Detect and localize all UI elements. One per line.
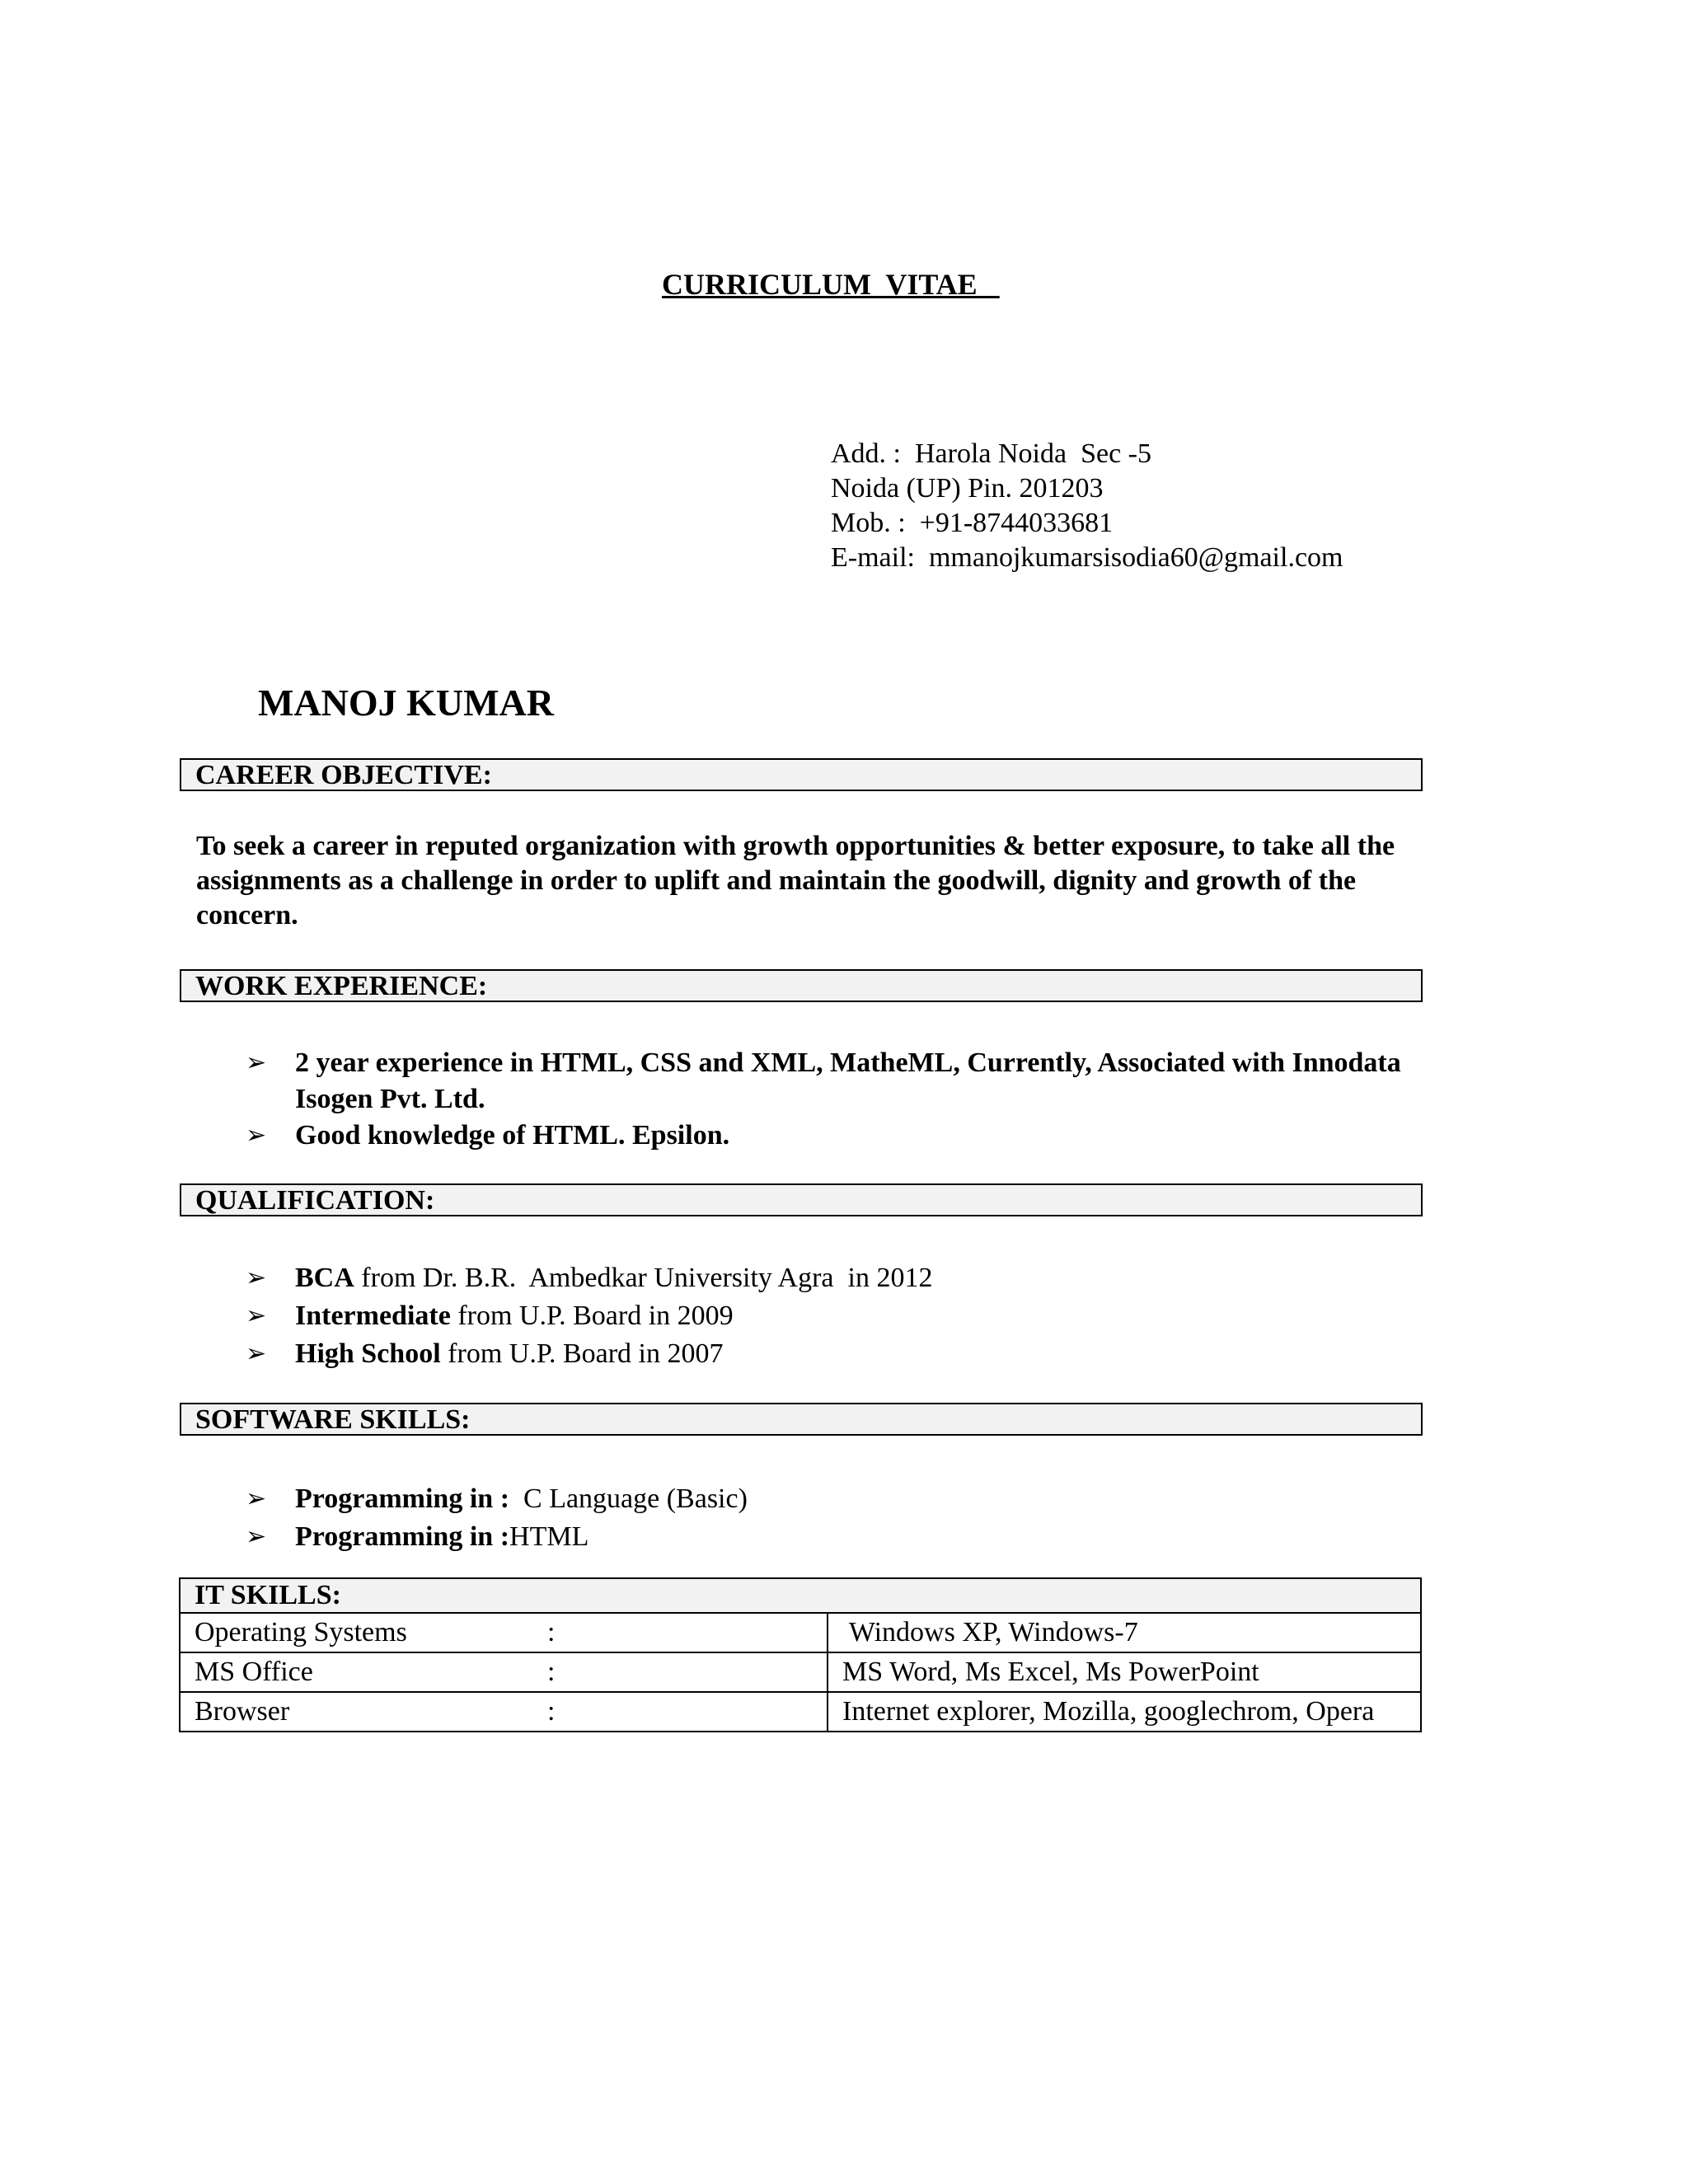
degree-name: BCA	[295, 1263, 354, 1293]
arrow-bullet-icon: ➢	[246, 1522, 267, 1551]
colon-separator: :	[547, 1617, 556, 1647]
it-skill-label: Operating Systems	[195, 1617, 407, 1647]
skill-label: Programming in :	[295, 1483, 517, 1514]
list-item	[246, 1480, 748, 1518]
list-item	[246, 1259, 932, 1297]
section-header-it-skills: IT SKILLS:	[180, 1578, 1421, 1613]
skill-value: C Language (Basic)	[516, 1483, 748, 1514]
table-cell-label	[180, 1652, 828, 1692]
table-cell-label	[180, 1692, 828, 1732]
section-header-software-skills: SOFTWARE SKILLS:	[180, 1403, 1423, 1436]
mobile-line: Mob. : +91-8744033681	[831, 508, 1114, 538]
work-experience-list	[246, 1045, 1465, 1154]
it-skill-label: Browser	[195, 1696, 290, 1727]
table-row	[180, 1692, 1421, 1732]
address-line: Add. : Harola Noida Sec -5	[831, 438, 1152, 469]
work-item-text: 2 year experience in HTML, CSS and XML, MatheML, Currently, Associated with Innodata Isogen Pvt. Ltd.	[295, 1047, 1401, 1114]
list-item	[246, 1335, 932, 1373]
skill-value: HTML	[509, 1521, 589, 1552]
it-skill-label: MS Office	[195, 1657, 313, 1687]
section-header-qualification: QUALIFICATION:	[180, 1183, 1423, 1216]
colon-separator: :	[547, 1657, 556, 1687]
email-line: E-mail: mmanojkumarsisodia60@gmail.com	[831, 542, 1343, 573]
arrow-bullet-icon: ➢	[246, 1484, 267, 1513]
table-row	[180, 1613, 1421, 1652]
table-cell-label	[180, 1613, 828, 1652]
contact-block	[831, 437, 1343, 575]
table-cell-value: Internet explorer, Mozilla, googlechrom, Opera	[828, 1692, 1421, 1732]
degree-detail: from U.P. Board in 2009	[450, 1301, 734, 1331]
qualification-list	[246, 1259, 932, 1373]
arrow-bullet-icon: ➢	[246, 1263, 267, 1292]
work-item-text: Good knowledge of HTML. Epsilon.	[295, 1120, 730, 1151]
section-header-career-objective: CAREER OBJECTIVE:	[180, 758, 1423, 791]
table-cell-value: MS Word, Ms Excel, Ms PowerPoint	[828, 1652, 1421, 1692]
arrow-bullet-icon: ➢	[246, 1339, 267, 1368]
degree-detail: from Dr. B.R. Ambedkar University Agra in 2012	[354, 1263, 933, 1293]
table-cell-value: Windows XP, Windows-7	[828, 1613, 1421, 1652]
arrow-bullet-icon: ➢	[246, 1048, 267, 1077]
degree-name: Intermediate	[295, 1301, 451, 1331]
list-item	[246, 1297, 932, 1335]
table-row	[180, 1652, 1421, 1692]
list-item	[246, 1518, 748, 1556]
skill-label: Programming in :	[295, 1521, 510, 1552]
section-header-work-experience: WORK EXPERIENCE:	[180, 969, 1423, 1002]
candidate-name: MANOJ KUMAR	[258, 682, 554, 724]
arrow-bullet-icon: ➢	[246, 1301, 267, 1330]
table-header-row	[180, 1578, 1421, 1613]
degree-detail: from U.P. Board in 2007	[440, 1338, 724, 1369]
objective-text: To seek a career in reputed organization with growth opportunities & better exposure, to take all the assignments as a challenge in order to uplift and maintain the goodwill, dignity and growth of the concern.	[196, 831, 1395, 930]
arrow-bullet-icon: ➢	[246, 1121, 267, 1150]
list-item	[246, 1118, 1465, 1154]
it-skills-table	[179, 1577, 1422, 1732]
degree-name: High School	[295, 1338, 441, 1369]
software-skills-list	[246, 1480, 748, 1556]
city-pin-line: Noida (UP) Pin. 201203	[831, 473, 1104, 504]
document-title: CURRICULUM VITAE	[662, 268, 1000, 301]
colon-separator: :	[547, 1696, 556, 1727]
list-item	[246, 1045, 1465, 1118]
